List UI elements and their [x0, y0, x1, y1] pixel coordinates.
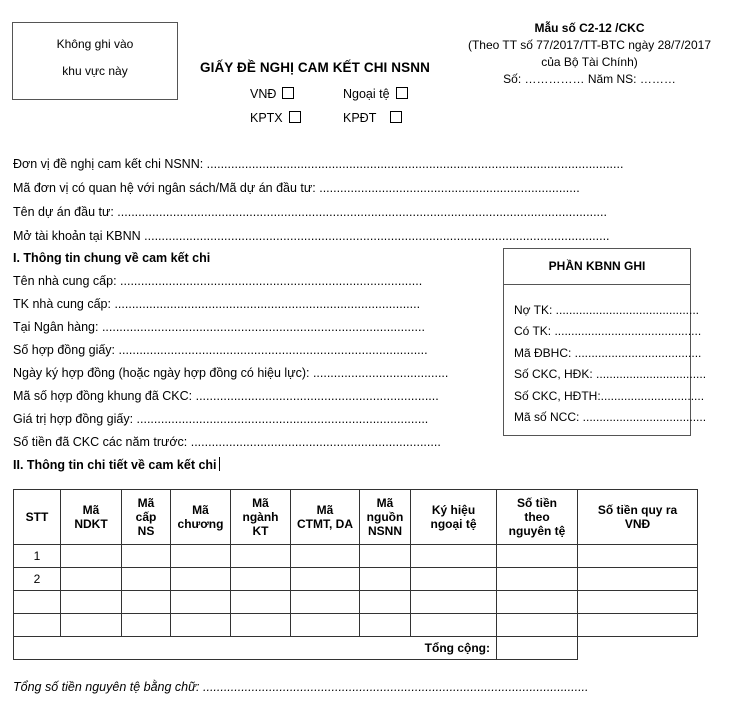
cell[interactable] — [411, 568, 497, 591]
kbnn-row[interactable]: Mã ĐBHC: ...................................... — [514, 346, 702, 360]
cell[interactable] — [171, 591, 231, 614]
footer-amount-in-words[interactable]: Tổng số tiền nguyên tệ bằng chữ: ............................................................................................................... — [13, 680, 589, 694]
cell[interactable] — [231, 614, 291, 637]
option-kpdt-label: KPĐT — [343, 111, 377, 125]
section1-line[interactable]: Mã số hợp đồng khung đã CKC: ...................................................................... — [13, 389, 439, 403]
cell[interactable] — [497, 545, 578, 568]
section1-line[interactable]: Tên nhà cung cấp: ....................................................................................... — [13, 274, 423, 288]
kbnn-row[interactable]: Số CKC, HĐK: ................................. — [514, 367, 707, 381]
section1-title: I. Thông tin chung về cam kết chi — [13, 251, 211, 265]
cell[interactable] — [360, 568, 411, 591]
checkbox-icon[interactable] — [282, 87, 294, 99]
kbnn-row[interactable]: Có TK: ............................................ — [514, 324, 702, 338]
cell[interactable] — [578, 591, 698, 614]
option-vnd[interactable] — [250, 87, 294, 101]
section1-line[interactable]: Tại Ngân hàng: ............................................................................................. — [13, 320, 425, 334]
header-nguon-nsnn: Mã nguồn NSNN — [360, 490, 411, 545]
total-empty — [578, 637, 698, 660]
cell[interactable] — [122, 591, 171, 614]
cell[interactable] — [122, 614, 171, 637]
cell[interactable] — [291, 545, 360, 568]
section1-line[interactable]: Ngày ký hợp đồng (hoặc ngày hợp đồng có hiệu lực): ....................................... — [13, 366, 449, 380]
checkbox-icon[interactable] — [289, 111, 301, 123]
cell[interactable] — [497, 568, 578, 591]
cell[interactable] — [497, 591, 578, 614]
option-vnd-label: VNĐ — [250, 87, 277, 101]
header-chuong: Mã chương — [171, 490, 231, 545]
cell[interactable] — [122, 545, 171, 568]
cell[interactable] — [231, 568, 291, 591]
form-reference-2: của Bộ Tài Chính) — [541, 55, 638, 69]
cell[interactable] — [497, 614, 578, 637]
table-row — [14, 591, 698, 614]
total-original-amount[interactable] — [497, 637, 578, 660]
field-unit-code[interactable]: Mã đơn vị có quan hệ với ngân sách/Mã dự án đầu tư: ........................................................................... — [13, 181, 580, 195]
cell[interactable] — [61, 568, 122, 591]
row-stt: 2 — [14, 568, 61, 591]
option-kptx[interactable] — [250, 111, 301, 125]
cell[interactable] — [411, 614, 497, 637]
cell[interactable] — [411, 545, 497, 568]
header-so-tien-vnd: Số tiền quy ra VNĐ — [578, 490, 698, 545]
cell[interactable] — [291, 591, 360, 614]
option-kpdt[interactable] — [343, 111, 402, 125]
cell[interactable] — [61, 614, 122, 637]
header-ctmt-da: Mã CTMT, DA — [291, 490, 360, 545]
checkbox-icon[interactable] — [390, 111, 402, 123]
section1-line[interactable]: Số tiền đã CKC các năm trước: ........................................................................ — [13, 435, 441, 449]
cell[interactable] — [231, 545, 291, 568]
section1-line[interactable]: Số hợp đồng giấy: ......................................................................................... — [13, 343, 428, 357]
option-kptx-label: KPTX — [250, 111, 283, 125]
cell[interactable] — [578, 568, 698, 591]
option-foreign[interactable] — [343, 87, 408, 101]
cell[interactable] — [411, 591, 497, 614]
table-row — [14, 545, 698, 568]
cell[interactable] — [171, 545, 231, 568]
detail-table — [13, 489, 698, 660]
form-reference-1: (Theo TT số 77/2017/TT-BTC ngày 28/7/2017 — [467, 38, 711, 52]
kbnn-row[interactable]: Số CKC, HĐTH:............................... — [514, 389, 705, 403]
kbnn-row[interactable]: Nợ TK: ........................................... — [514, 303, 700, 317]
cell[interactable] — [360, 614, 411, 637]
row-stt — [14, 591, 61, 614]
section1-line[interactable]: Giá trị hợp đồng giấy: .................................................................................... — [13, 412, 429, 426]
header-so-tien-nguyen-te: Số tiền theo nguyên tệ — [497, 490, 578, 545]
header-nganh-kt: Mã ngành KT — [231, 490, 291, 545]
header-ky-hieu: Ký hiệu ngoại tệ — [411, 490, 497, 545]
table-row — [14, 614, 698, 637]
reserved-area-line2: khu vực này — [62, 64, 128, 78]
cell[interactable] — [231, 591, 291, 614]
form-code: Mẫu số C2-12 /CKC — [534, 21, 645, 35]
row-stt — [14, 614, 61, 637]
cell[interactable] — [171, 614, 231, 637]
kbnn-row[interactable]: Mã số NCC: ..................................... — [514, 410, 707, 424]
kbnn-box-title: PHẦN KBNN GHI — [504, 249, 690, 285]
reserved-area-line1: Không ghi vào — [56, 37, 134, 51]
header-stt: STT — [14, 490, 61, 545]
text-cursor — [219, 457, 220, 471]
cell[interactable] — [61, 545, 122, 568]
cell[interactable] — [291, 614, 360, 637]
checkbox-icon[interactable] — [396, 87, 408, 99]
cell[interactable] — [171, 568, 231, 591]
form-title: GIẤY ĐỀ NGHỊ CAM KẾT CHI NSNN — [200, 60, 430, 75]
table-header-row — [14, 490, 698, 545]
field-project[interactable]: Tên dự án đầu tư: ............................................................................................................................................. — [13, 205, 607, 219]
header-ndkt: Mã NDKT — [61, 490, 122, 545]
section2-title-text: II. Thông tin chi tiết về cam kết chi — [13, 458, 217, 472]
header-cap-ns: Mã cấp NS — [122, 490, 171, 545]
section1-line[interactable]: TK nhà cung cấp: ........................................................................................ — [13, 297, 421, 311]
cell[interactable] — [578, 545, 698, 568]
cell[interactable] — [61, 591, 122, 614]
table-total-row — [14, 637, 698, 660]
section2-title — [13, 457, 220, 472]
cell[interactable] — [291, 568, 360, 591]
cell[interactable] — [360, 591, 411, 614]
total-label: Tổng cộng: — [14, 637, 497, 660]
table-row — [14, 568, 698, 591]
cell[interactable] — [578, 614, 698, 637]
row-stt: 1 — [14, 545, 61, 568]
cell[interactable] — [122, 568, 171, 591]
kbnn-box — [503, 248, 707, 436]
field-account[interactable]: Mở tài khoản tại KBNN ...................................................................................................................................... — [13, 229, 610, 243]
cell[interactable] — [360, 545, 411, 568]
option-foreign-label: Ngoại tệ — [343, 87, 390, 101]
reserved-area-box — [12, 22, 178, 100]
field-unit[interactable]: Đơn vị đề nghị cam kết chi NSNN: ........................................................................................................................ — [13, 157, 624, 171]
form-number-line: Số: …………… Năm NS: ……… — [503, 72, 676, 86]
form-number-block — [468, 20, 711, 88]
